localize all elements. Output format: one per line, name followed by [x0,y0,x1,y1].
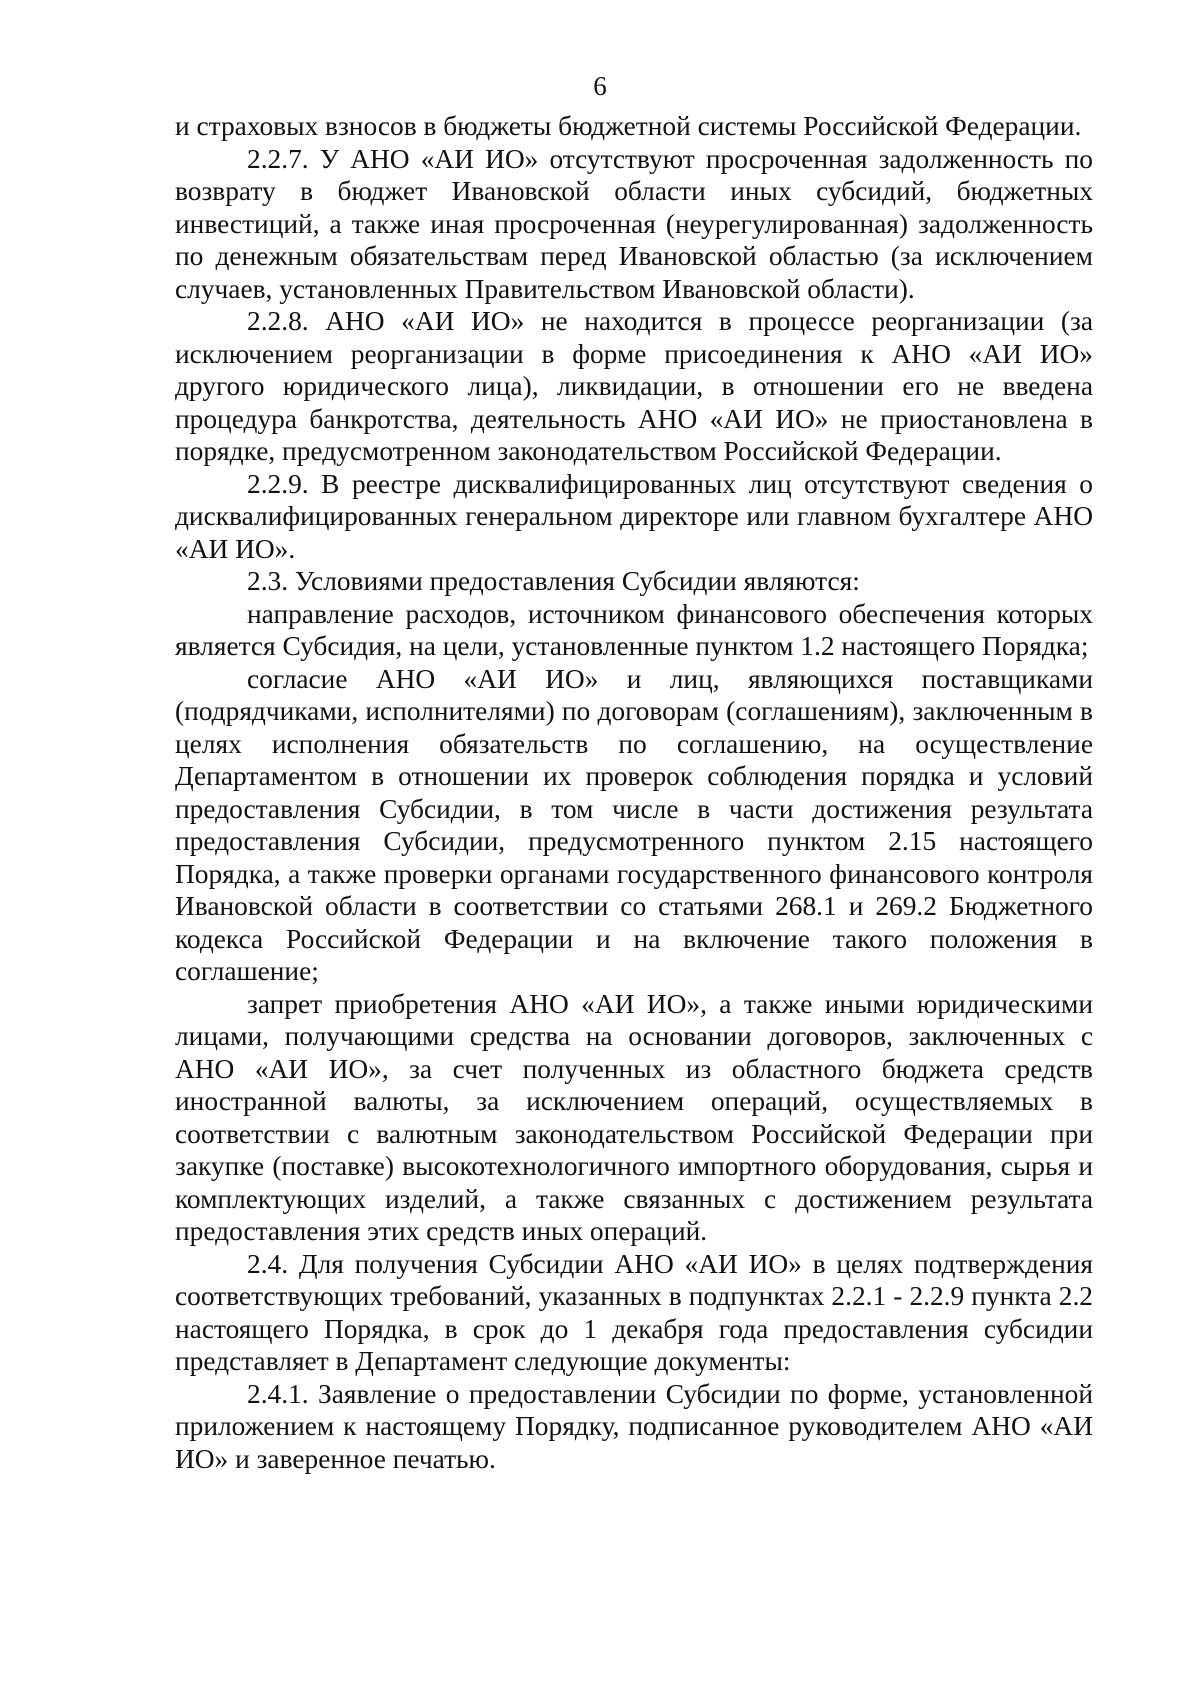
paragraph-2-2-9: 2.2.9. В реестре дисквалифицированных лиц отсутствуют сведения о дисквалифицированных генеральном директоре или главном бухгалтере АНО «АИ ИО». [175,468,1093,564]
paragraph-2-3: 2.3. Условиями предоставления Субсидии являются: [247,566,860,596]
paragraph-condition-currency-ban: запрет приобретения АНО «АИ ИО», а также иными юридическими лицами, получающими средства на основании договоров, заключенных с АНО «АИ ИО», за счет полученных из областного бюджета средств иностранной валюты, за исключением операций, осуществляемых в соответствии с валютным законодательством Российской Федерации при закупке (поставке) высокотехнологичного импортного оборудования, сырья и комплектующих изделий, а также связанных с достижением результата предоставления этих средств иных операций. [175,988,1093,1246]
paragraph-2-4: 2.4. Для получения Субсидии АНО «АИ ИО» в целях подтверждения соответствующих требований, указанных в подпунктах 2.2.1 - 2.2.9 пункта 2.2 настоящего Порядка, в срок до 1 декабря года предоставления субсидии представляет в Департамент следующие документы: [175,1248,1093,1376]
paragraph-2-4-1: 2.4.1. Заявление о предоставлении Субсидии по форме, установленной приложением к настоящему Порядку, подписанное руководителем АНО «АИ ИО» и заверенное печатью. [175,1378,1093,1474]
paragraph-2-2-7: 2.2.7. У АНО «АИ ИО» отсутствуют просроченная задолженность по возврату в бюджет Ивановской области иных субсидий, бюджетных инвестиций, а также иная просроченная (неурегулированная) задолженность по денежным обязательствам перед Ивановской областью (за исключением случаев, установленных Правительством Ивановской области). [175,143,1093,304]
paragraph-condition-expenses: направление расходов, источником финансового обеспечения которых является Субсидия, на цели, установленные пунктом 1.2 настоящего Порядка; [175,598,1093,661]
paragraph-2-2-8: 2.2.8. АНО «АИ ИО» не находится в процессе реорганизации (за исключением реорганизации в форме присоединения к АНО «АИ ИО» другого юридического лица), ликвидации, в отношении его не введена процедура банкротства, деятельность АНО «АИ ИО» не приостановлена в порядке, предусмотренном законодательством Российской Федерации. [175,306,1093,466]
paragraph-condition-consent: согласие АНО «АИ ИО» и лиц, являющихся поставщиками (подрядчиками, исполнителями) по договорам (соглашениям), заключенным в целях исполнения обязательств по соглашению, на осуществление Департаментом в отношении их проверок соблюдения порядка и условий предоставления Субсидии, в том числе в части достижения результата предоставления Субсидии, предусмотренного пунктом 2.15 настоящего Порядка, а также проверки органами государственного финансового контроля Ивановской области в соответствии со статьями 268.1 и 269.2 Бюджетного кодекса Российской Федерации и на включение такого положения в соглашение; [175,663,1093,986]
page-number: 6 [593,71,607,101]
paragraph-continuation: и страховых взносов в бюджеты бюджетной системы Российской Федерации. [175,111,1082,141]
document-body [175,110,1093,1475]
